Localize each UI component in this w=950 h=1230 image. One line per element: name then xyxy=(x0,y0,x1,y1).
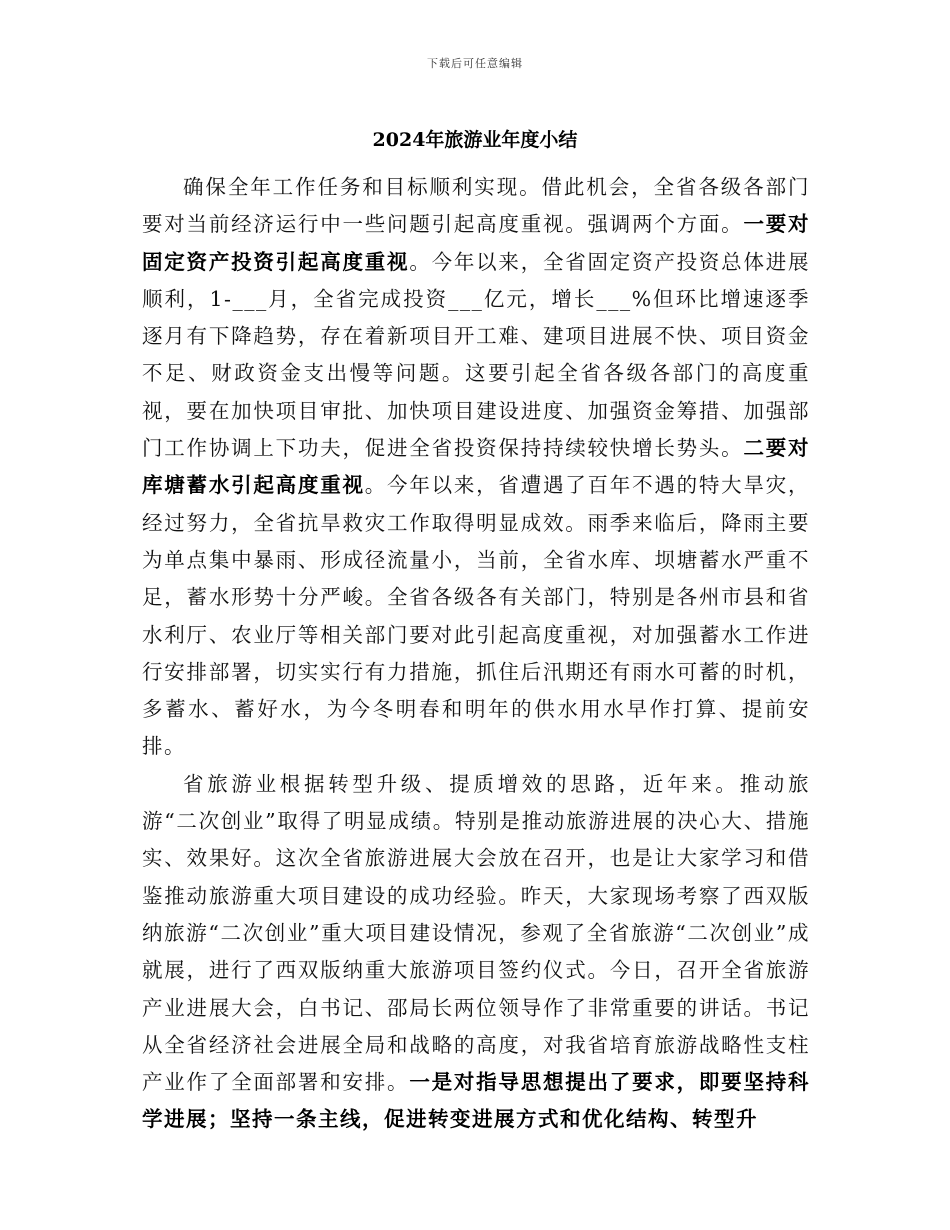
text-run: 。今年以来，省遭遇了百年不遇的特大旱灾，经过努力，全省抗旱救灾工作取得明显成效。雨季来临后，降雨主要为单点集中暴雨、形成径流量小，当前，全省水库、坝塘蓄水严重不足，蓄水形势十分严峻。全省各级各有关部门，特别是各州市县和省水利厅、农业厅等相关部门要对此引起高度重视，对加强蓄水工作进行安排部署，切实实行有力措施，抓住后汛期还有雨水可蓄的时机，多蓄水、蓄好水，为今冬明春和明年的供水用水早作打算、提前安排。 xyxy=(142,473,811,759)
paragraph-2 xyxy=(142,766,810,1139)
text-run: 省旅游业根据转型升级、提质增效的思路，近年来。推动旅游“二次创业”取得了明显成绩。特别是推动旅游进展的决心大、措施实、效果好。这次全省旅游进展大会放在召开，也是让大家学习和借鉴推动旅游重大项目建设的成功经验。昨天，大家现场考察了西双版纳旅游“二次创业”重大项目建设情况，参观了全省旅游“二次创业”成就展，进行了西双版纳重大旅游项目签约仪式。今日，召开全省旅游产业进展大会，白书记、邵局长两位领导作了非常重要的讲话。书记从全省经济社会进展全局和战略的高度，对我省培育旅游战略性支柱产业作了全面部署和安排。 xyxy=(142,771,810,1095)
document-body xyxy=(142,169,810,1139)
page-header-note: 下载后可任意编辑 xyxy=(427,57,523,70)
bold-text-run: 一要对固定资产投资引起高度重视 xyxy=(142,212,811,274)
paragraph-1 xyxy=(142,169,810,766)
document-title: 2024年旅游业年度小结 xyxy=(372,129,578,151)
text-run: 确保全年工作任务和目标顺利实现。借此机会，全省各级各部门要对当前经济运行中一些问题引起高度重视。强调两个方面。 xyxy=(142,175,810,237)
bold-text-run: 一是对指导思想提出了要求，即要坚持科学进展；坚持一条主线，促进转变进展方式和优化结构、转型升 xyxy=(142,1070,811,1132)
bold-text-run: 二要对库塘蓄水引起高度重视 xyxy=(142,436,811,498)
text-run: 。今年以来，全省固定资产投资总体进展顺利，1-___月，全省完成投资___亿元，增长___%但环比增速逐季逐月有下降趋势，存在着新项目开工难、建项目进展不快、项目资金不足、财政资金支出慢等问题。这要引起全省各级各部门的高度重视，要在加快项目审批、加快项目建设进度、加强资金筹措、加强部门工作协调上下功夫，促进全省投资保持持续较快增长势头。 xyxy=(142,249,811,461)
